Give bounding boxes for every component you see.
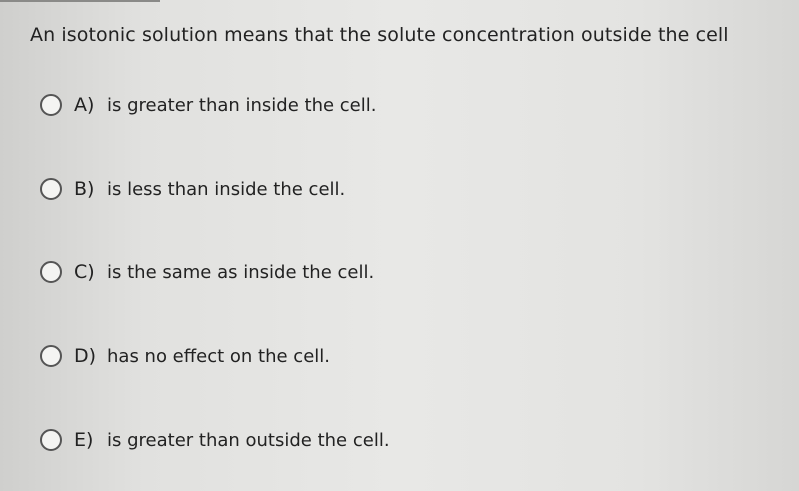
choice-b[interactable] — [40, 174, 345, 204]
choice-text: has no effect on the cell. — [107, 345, 331, 367]
choice-letter: A) — [74, 94, 95, 116]
radio-button-icon[interactable] — [40, 429, 62, 451]
choice-text: is greater than inside the cell. — [107, 94, 377, 116]
choice-letter: D) — [74, 345, 97, 367]
choice-a[interactable] — [40, 90, 376, 120]
choice-text: is greater than outside the cell. — [107, 429, 390, 451]
choice-letter: B) — [74, 178, 95, 200]
choice-text: is the same as inside the cell. — [107, 261, 375, 283]
radio-button-icon[interactable] — [40, 178, 62, 200]
choice-c[interactable] — [40, 257, 374, 287]
question-text: An isotonic solution means that the solute concentration outside the cell — [30, 24, 729, 46]
top-divider — [0, 0, 160, 2]
radio-button-icon[interactable] — [40, 345, 62, 367]
choice-e[interactable] — [40, 425, 390, 455]
radio-button-icon[interactable] — [40, 94, 62, 116]
radio-button-icon[interactable] — [40, 261, 62, 283]
choice-text: is less than inside the cell. — [107, 178, 346, 200]
choice-letter: E) — [74, 429, 94, 451]
choice-letter: C) — [74, 261, 95, 283]
choice-d[interactable] — [40, 341, 330, 371]
